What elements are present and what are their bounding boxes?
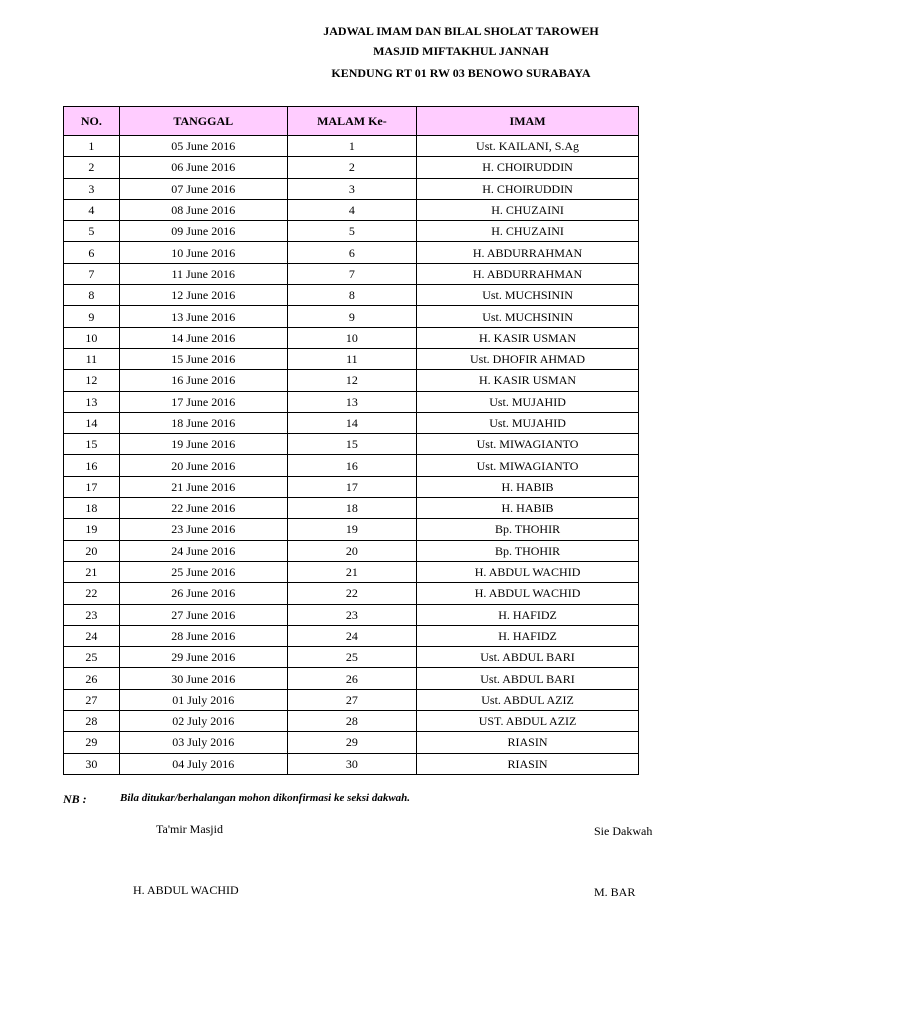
cell-no: 12: [64, 370, 120, 391]
cell-imam: Ust. KAILANI, S.Ag: [417, 136, 639, 157]
address-line: KENDUNG RT 01 RW 03 BENOWO SURABAYA: [331, 66, 591, 80]
table-row: [64, 348, 639, 369]
cell-malam: 19: [287, 519, 416, 540]
cell-imam: H. CHUZAINI: [417, 221, 639, 242]
cell-malam: 18: [287, 498, 416, 519]
cell-no: 26: [64, 668, 120, 689]
cell-imam: Ust. MUJAHID: [417, 412, 639, 433]
table-row: [64, 221, 639, 242]
cell-imam: H. CHUZAINI: [417, 199, 639, 220]
table-row: [64, 412, 639, 433]
cell-tanggal: 10 June 2016: [119, 242, 287, 263]
cell-malam: 10: [287, 327, 416, 348]
column-header-malam: MALAM Ke-: [287, 107, 416, 136]
cell-tanggal: 29 June 2016: [119, 647, 287, 668]
cell-imam: H. ABDUL WACHID: [417, 561, 639, 582]
signature-right-name: M. BAR: [594, 885, 636, 899]
cell-tanggal: 26 June 2016: [119, 583, 287, 604]
cell-imam: H. ABDURRAHMAN: [417, 263, 639, 284]
cell-tanggal: 20 June 2016: [119, 455, 287, 476]
cell-tanggal: 13 June 2016: [119, 306, 287, 327]
table-row: [64, 391, 639, 412]
table-row: [64, 476, 639, 497]
cell-malam: 25: [287, 647, 416, 668]
cell-malam: 16: [287, 455, 416, 476]
cell-malam: 22: [287, 583, 416, 604]
cell-tanggal: 28 June 2016: [119, 625, 287, 646]
cell-tanggal: 04 July 2016: [119, 753, 287, 774]
signature-right-role: Sie Dakwah: [594, 824, 653, 838]
cell-no: 10: [64, 327, 120, 348]
cell-no: 7: [64, 263, 120, 284]
cell-malam: 17: [287, 476, 416, 497]
cell-imam: UST. ABDUL AZIZ: [417, 711, 639, 732]
table-row: [64, 689, 639, 710]
table-row: [64, 604, 639, 625]
cell-no: 29: [64, 732, 120, 753]
cell-tanggal: 08 June 2016: [119, 199, 287, 220]
cell-no: 2: [64, 157, 120, 178]
signature-left-name: H. ABDUL WACHID: [133, 883, 239, 897]
column-header-imam: IMAM: [417, 107, 639, 136]
cell-imam: H. ABDUL WACHID: [417, 583, 639, 604]
schedule-rows: [64, 136, 639, 775]
table-row: [64, 434, 639, 455]
cell-no: 15: [64, 434, 120, 455]
table-row: [64, 263, 639, 284]
cell-tanggal: 02 July 2016: [119, 711, 287, 732]
cell-no: 17: [64, 476, 120, 497]
cell-malam: 29: [287, 732, 416, 753]
cell-malam: 6: [287, 242, 416, 263]
cell-tanggal: 17 June 2016: [119, 391, 287, 412]
cell-imam: H. HAFIDZ: [417, 604, 639, 625]
cell-imam: H. CHOIRUDDIN: [417, 178, 639, 199]
table-row: [64, 178, 639, 199]
cell-malam: 21: [287, 561, 416, 582]
cell-malam: 2: [287, 157, 416, 178]
cell-malam: 14: [287, 412, 416, 433]
cell-tanggal: 01 July 2016: [119, 689, 287, 710]
cell-no: 1: [64, 136, 120, 157]
cell-no: 4: [64, 199, 120, 220]
signature-left-role: Ta'mir Masjid: [156, 822, 223, 836]
column-header-tanggal: TANGGAL: [119, 107, 287, 136]
cell-imam: Ust. MIWAGIANTO: [417, 434, 639, 455]
table-row: [64, 732, 639, 753]
cell-tanggal: 11 June 2016: [119, 263, 287, 284]
cell-no: 21: [64, 561, 120, 582]
cell-malam: 7: [287, 263, 416, 284]
cell-malam: 27: [287, 689, 416, 710]
cell-imam: Ust. ABDUL BARI: [417, 668, 639, 689]
cell-tanggal: 21 June 2016: [119, 476, 287, 497]
cell-no: 24: [64, 625, 120, 646]
cell-no: 25: [64, 647, 120, 668]
cell-malam: 13: [287, 391, 416, 412]
cell-no: 16: [64, 455, 120, 476]
cell-tanggal: 12 June 2016: [119, 285, 287, 306]
cell-no: 9: [64, 306, 120, 327]
cell-imam: Ust. MIWAGIANTO: [417, 455, 639, 476]
cell-malam: 30: [287, 753, 416, 774]
cell-malam: 3: [287, 178, 416, 199]
table-row: [64, 306, 639, 327]
cell-no: 8: [64, 285, 120, 306]
cell-tanggal: 27 June 2016: [119, 604, 287, 625]
table-row: [64, 711, 639, 732]
cell-imam: Ust. ABDUL BARI: [417, 647, 639, 668]
table-row: [64, 285, 639, 306]
cell-imam: H. KASIR USMAN: [417, 327, 639, 348]
cell-no: 20: [64, 540, 120, 561]
cell-tanggal: 03 July 2016: [119, 732, 287, 753]
table-header-row: [64, 107, 639, 136]
cell-tanggal: 25 June 2016: [119, 561, 287, 582]
cell-no: 23: [64, 604, 120, 625]
cell-tanggal: 19 June 2016: [119, 434, 287, 455]
cell-imam: Bp. THOHIR: [417, 540, 639, 561]
table-row: [64, 583, 639, 604]
cell-malam: 20: [287, 540, 416, 561]
table-row: [64, 625, 639, 646]
table-row: [64, 199, 639, 220]
table-row: [64, 753, 639, 774]
table-row: [64, 242, 639, 263]
schedule-table: [63, 106, 639, 775]
document-title: JADWAL IMAM DAN BILAL SHOLAT TAROWEH: [323, 24, 599, 38]
table-row: [64, 370, 639, 391]
cell-imam: H. HABIB: [417, 498, 639, 519]
cell-imam: H. HAFIDZ: [417, 625, 639, 646]
cell-imam: Bp. THOHIR: [417, 519, 639, 540]
cell-imam: H. ABDURRAHMAN: [417, 242, 639, 263]
cell-malam: 11: [287, 348, 416, 369]
table-row: [64, 647, 639, 668]
cell-tanggal: 16 June 2016: [119, 370, 287, 391]
cell-imam: Ust. MUCHSININ: [417, 306, 639, 327]
cell-imam: Ust. ABDUL AZIZ: [417, 689, 639, 710]
table-row: [64, 157, 639, 178]
cell-malam: 12: [287, 370, 416, 391]
table-row: [64, 455, 639, 476]
cell-imam: H. CHOIRUDDIN: [417, 157, 639, 178]
cell-malam: 1: [287, 136, 416, 157]
cell-tanggal: 24 June 2016: [119, 540, 287, 561]
table-row: [64, 540, 639, 561]
cell-no: 28: [64, 711, 120, 732]
cell-imam: H. HABIB: [417, 476, 639, 497]
cell-malam: 23: [287, 604, 416, 625]
cell-imam: H. KASIR USMAN: [417, 370, 639, 391]
cell-imam: RIASIN: [417, 732, 639, 753]
cell-tanggal: 30 June 2016: [119, 668, 287, 689]
cell-no: 6: [64, 242, 120, 263]
cell-no: 3: [64, 178, 120, 199]
cell-malam: 24: [287, 625, 416, 646]
cell-no: 27: [64, 689, 120, 710]
cell-malam: 26: [287, 668, 416, 689]
cell-no: 5: [64, 221, 120, 242]
cell-malam: 15: [287, 434, 416, 455]
cell-tanggal: 14 June 2016: [119, 327, 287, 348]
cell-no: 30: [64, 753, 120, 774]
cell-tanggal: 15 June 2016: [119, 348, 287, 369]
cell-tanggal: 23 June 2016: [119, 519, 287, 540]
cell-tanggal: 07 June 2016: [119, 178, 287, 199]
table-row: [64, 519, 639, 540]
note-text: Bila ditukar/berhalangan mohon dikonfirmasi ke seksi dakwah.: [120, 792, 411, 804]
cell-malam: 4: [287, 199, 416, 220]
cell-tanggal: 18 June 2016: [119, 412, 287, 433]
cell-tanggal: 05 June 2016: [119, 136, 287, 157]
table-row: [64, 498, 639, 519]
cell-malam: 9: [287, 306, 416, 327]
cell-tanggal: 09 June 2016: [119, 221, 287, 242]
cell-no: 11: [64, 348, 120, 369]
cell-imam: Ust. MUCHSININ: [417, 285, 639, 306]
cell-tanggal: 06 June 2016: [119, 157, 287, 178]
cell-tanggal: 22 June 2016: [119, 498, 287, 519]
cell-imam: RIASIN: [417, 753, 639, 774]
table-row: [64, 327, 639, 348]
column-header-no: NO.: [64, 107, 120, 136]
cell-imam: Ust. DHOFIR AHMAD: [417, 348, 639, 369]
cell-no: 18: [64, 498, 120, 519]
table-row: [64, 668, 639, 689]
cell-malam: 8: [287, 285, 416, 306]
table-row: [64, 136, 639, 157]
cell-malam: 5: [287, 221, 416, 242]
cell-no: 14: [64, 412, 120, 433]
cell-malam: 28: [287, 711, 416, 732]
note-label: NB :: [63, 792, 87, 806]
cell-no: 13: [64, 391, 120, 412]
table-row: [64, 561, 639, 582]
cell-no: 22: [64, 583, 120, 604]
cell-no: 19: [64, 519, 120, 540]
cell-imam: Ust. MUJAHID: [417, 391, 639, 412]
mosque-name: MASJID MIFTAKHUL JANNAH: [373, 44, 549, 58]
